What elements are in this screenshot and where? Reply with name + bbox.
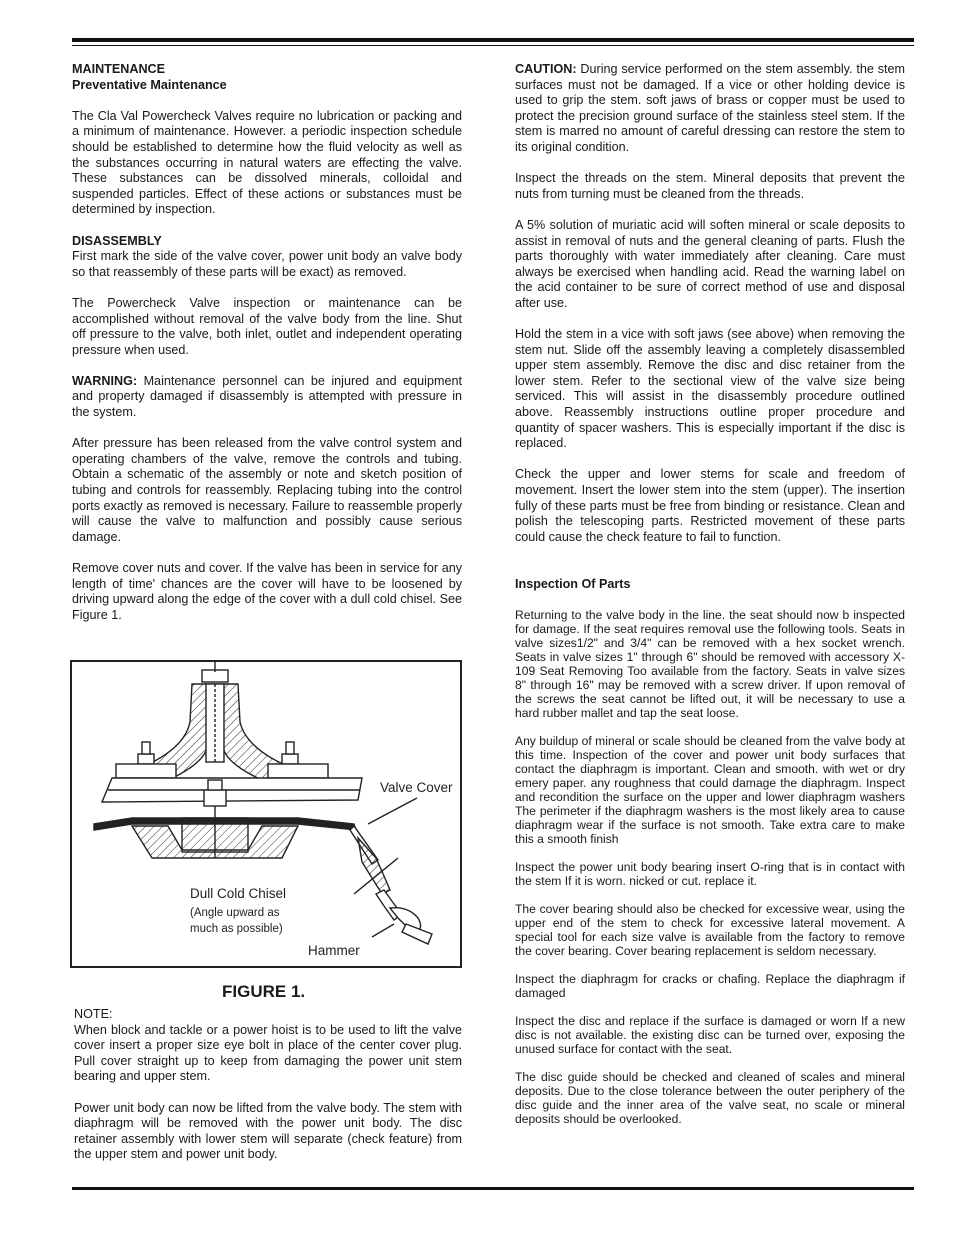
paragraph: The Powercheck Valve inspection or maintenance can be accomplished without removal of the valve body from the line. Shut off pressure to the valve, both inlet, outlet and independent operating pressure when used. [72,295,462,357]
figure-1 [70,660,462,968]
preventative-heading: Preventative Maintenance [72,77,227,92]
paragraph: Check the upper and lower stems for scale and freedom of movement. Insert the lower stem into the stem (upper). The insertion fully of these parts must be free from binding or resistance. Clean and polish the telescoping parts. Restricted movement of these parts could cause the check feature to fail to function. [515,467,905,544]
paragraph: Any buildup of mineral or scale should be cleaned from the valve body at this time. Inspection of the cover and power unit body surfaces that contact the diaphragm is important. Clean and smooth. with wet or dry emery paper. any roughness that could damage the diaphragm. Inspect and recondition the surface on the upper and lower diaphragm washers The perimeter if the diaphragm washers is the most likely area to cause diaphragm wear if the surface is not smooth. Take extra care to make this a smooth finish [515,733,905,846]
inspection-heading: Inspection Of Parts [515,576,631,591]
paragraph: The disc guide should be checked and cleaned of scales and mineral deposits. Due to the close tolerance between the outer periphery of the disc guide and the inner area of the valve seat, no scale or mineral deposits should be overlooked. [515,1069,905,1126]
paragraph: The cover bearing should also be checked for excessive wear, using the upper end of the stem to check for excessive lateral movement. A special tool for each size valve is available from the factory to remove the cover bearing. Cover bearing replacement is seldom necessary. [515,901,905,958]
note-section [74,1007,462,1179]
maintenance-heading: MAINTENANCE [72,62,166,76]
chisel-note-line2: much as possible) [190,923,283,935]
hammer-label: Hammer [308,943,360,958]
chisel-note-line1: (Angle upward as [190,907,280,919]
header-rule-thick [72,38,914,42]
right-column [515,62,905,1126]
paragraph: Inspect the power unit body bearing insert O-ring that is in contact with the stem If it is worn. nicked or cut. replace it. [515,859,905,888]
left-column [72,62,462,639]
paragraph: Remove cover nuts and cover. If the valve has been in service for any length of time' chances are the cover will have to be loosened by driving upward along the edge of the cover with a dull cold chisel. See Figure 1. [72,561,462,622]
paragraph: After pressure has been released from the valve control system and operating chambers of the valve, remove the controls and tubing. Obtain a schematic of the assembly or note and sketch position of tubing and controls for reassembly. Replacing tubing into the control ports exactly as removed is necessary. Failure to reassemble properly will cause the valve to malfunction and possibly cause serious damage. [72,436,462,544]
warning-paragraph [72,374,462,421]
paragraph: Inspect the disc and replace if the surface is damaged or worn If a new disc is not available. the existing disc can be turned over, exposing the unused surface for contact with the seat. [515,1013,905,1056]
paragraph: When block and tackle or a power hoist is to be used to lift the valve cover insert a proper size eye bolt in place of the center cover plug. Pull cover straight up to keep from damaging the power unit stem bearing and upper stem. [74,1022,462,1084]
paragraph: A 5% solution of muriatic acid will soften mineral or scale deposits to assist in removal of nuts and the general cleaning of parts. Flush the parts thoroughly with water immediately after cleaning. Care must always be exercised when handling acid. Read the warning label on the acid container to be sure of correct method of use and disposal after use. [515,217,905,310]
paragraph: Power unit body can now be lifted from the valve body. The stem with diaphragm will be removed with the power unit body. The disc retainer assembly with lower stem will separate (check feature) from the upper stem and power unit body. [74,1100,462,1162]
valve-cover-label: Valve Cover [380,780,453,795]
inspection-body [515,608,905,1126]
paragraph: Hold the stem in a vice with soft jaws (see above) when removing the stem nut. Slide off the assembly leaving a completely disassembled upper stem assembly. Remove the disc and disc retainer from the lower stem. Refer to the sectional view of the valve size being serviced. This will assist in the disassembly procedure outlined above. Reassembly instructions outline proper procedure and quantity of spacer washers. This is especially important if the disc is replaced. [515,327,905,451]
warning-text: Maintenance personnel can be injured and equipment and property damaged if disassembly is attempted with pressure in the system. [72,373,462,420]
caution-paragraph [515,62,905,156]
header-rule-thin [72,45,914,46]
warning-label: WARNING: [72,373,138,388]
footer-rule [72,1187,914,1190]
paragraph: Inspect the diaphragm for cracks or chafing. Replace the diaphragm if damaged [515,971,905,1000]
figure-caption: FIGURE 1. [222,982,306,1001]
note-heading: NOTE: [74,1007,113,1021]
paragraph: Returning to the valve body in the line. the seat should now b inspected for damage. If the seat requires removal use the following tools. Seats in valve sizes1/2" and 3/4" can be removed with a hex socket wrench. Seats in valve sizes 1" through 6" should be removed with accessory X-109 Seat Removing Too available from the factory. Seats in valve sizes 8" through 16" may be removed with a screw driver. If upon removal of the screws the seat cannot be lifted out, it will be necessary to use a hard rubber mallet and tap the seat loose. [515,607,905,720]
disassembly-heading: DISASSEMBLY [72,233,162,248]
caution-text: During service performed on the stem assembly. the stem surfaces must not be damaged. If a vice or other holding device is used to grip the stem. soft jaws of brass or copper must be used to protect the precision ground surface of the stainless steel stem. If the stem is marred no amount of careful dressing can restore the stem to its original condition. [515,62,905,154]
caution-label: CAUTION: [515,62,577,76]
chisel-label: Dull Cold Chisel [190,886,287,901]
paragraph: First mark the side of the valve cover, power unit body an valve body so that reassembly of these parts will be exact) as removed. [72,249,462,279]
paragraph: The Cla Val Powercheck Valves require no lubrication or packing and a minimum of maintenance. However. a periodic inspection schedule should be established to determine how the fluid velocity as well as the substances occurring in natural waters are effecting the valve. These substances can be dissolved minerals, colloidal and suspended particles. Effect of these actions or substances must be determined by inspection. [72,108,462,217]
paragraph: Inspect the threads on the stem. Mineral deposits that prevent the nuts from turning must be cleaned from the threads. [515,171,905,201]
